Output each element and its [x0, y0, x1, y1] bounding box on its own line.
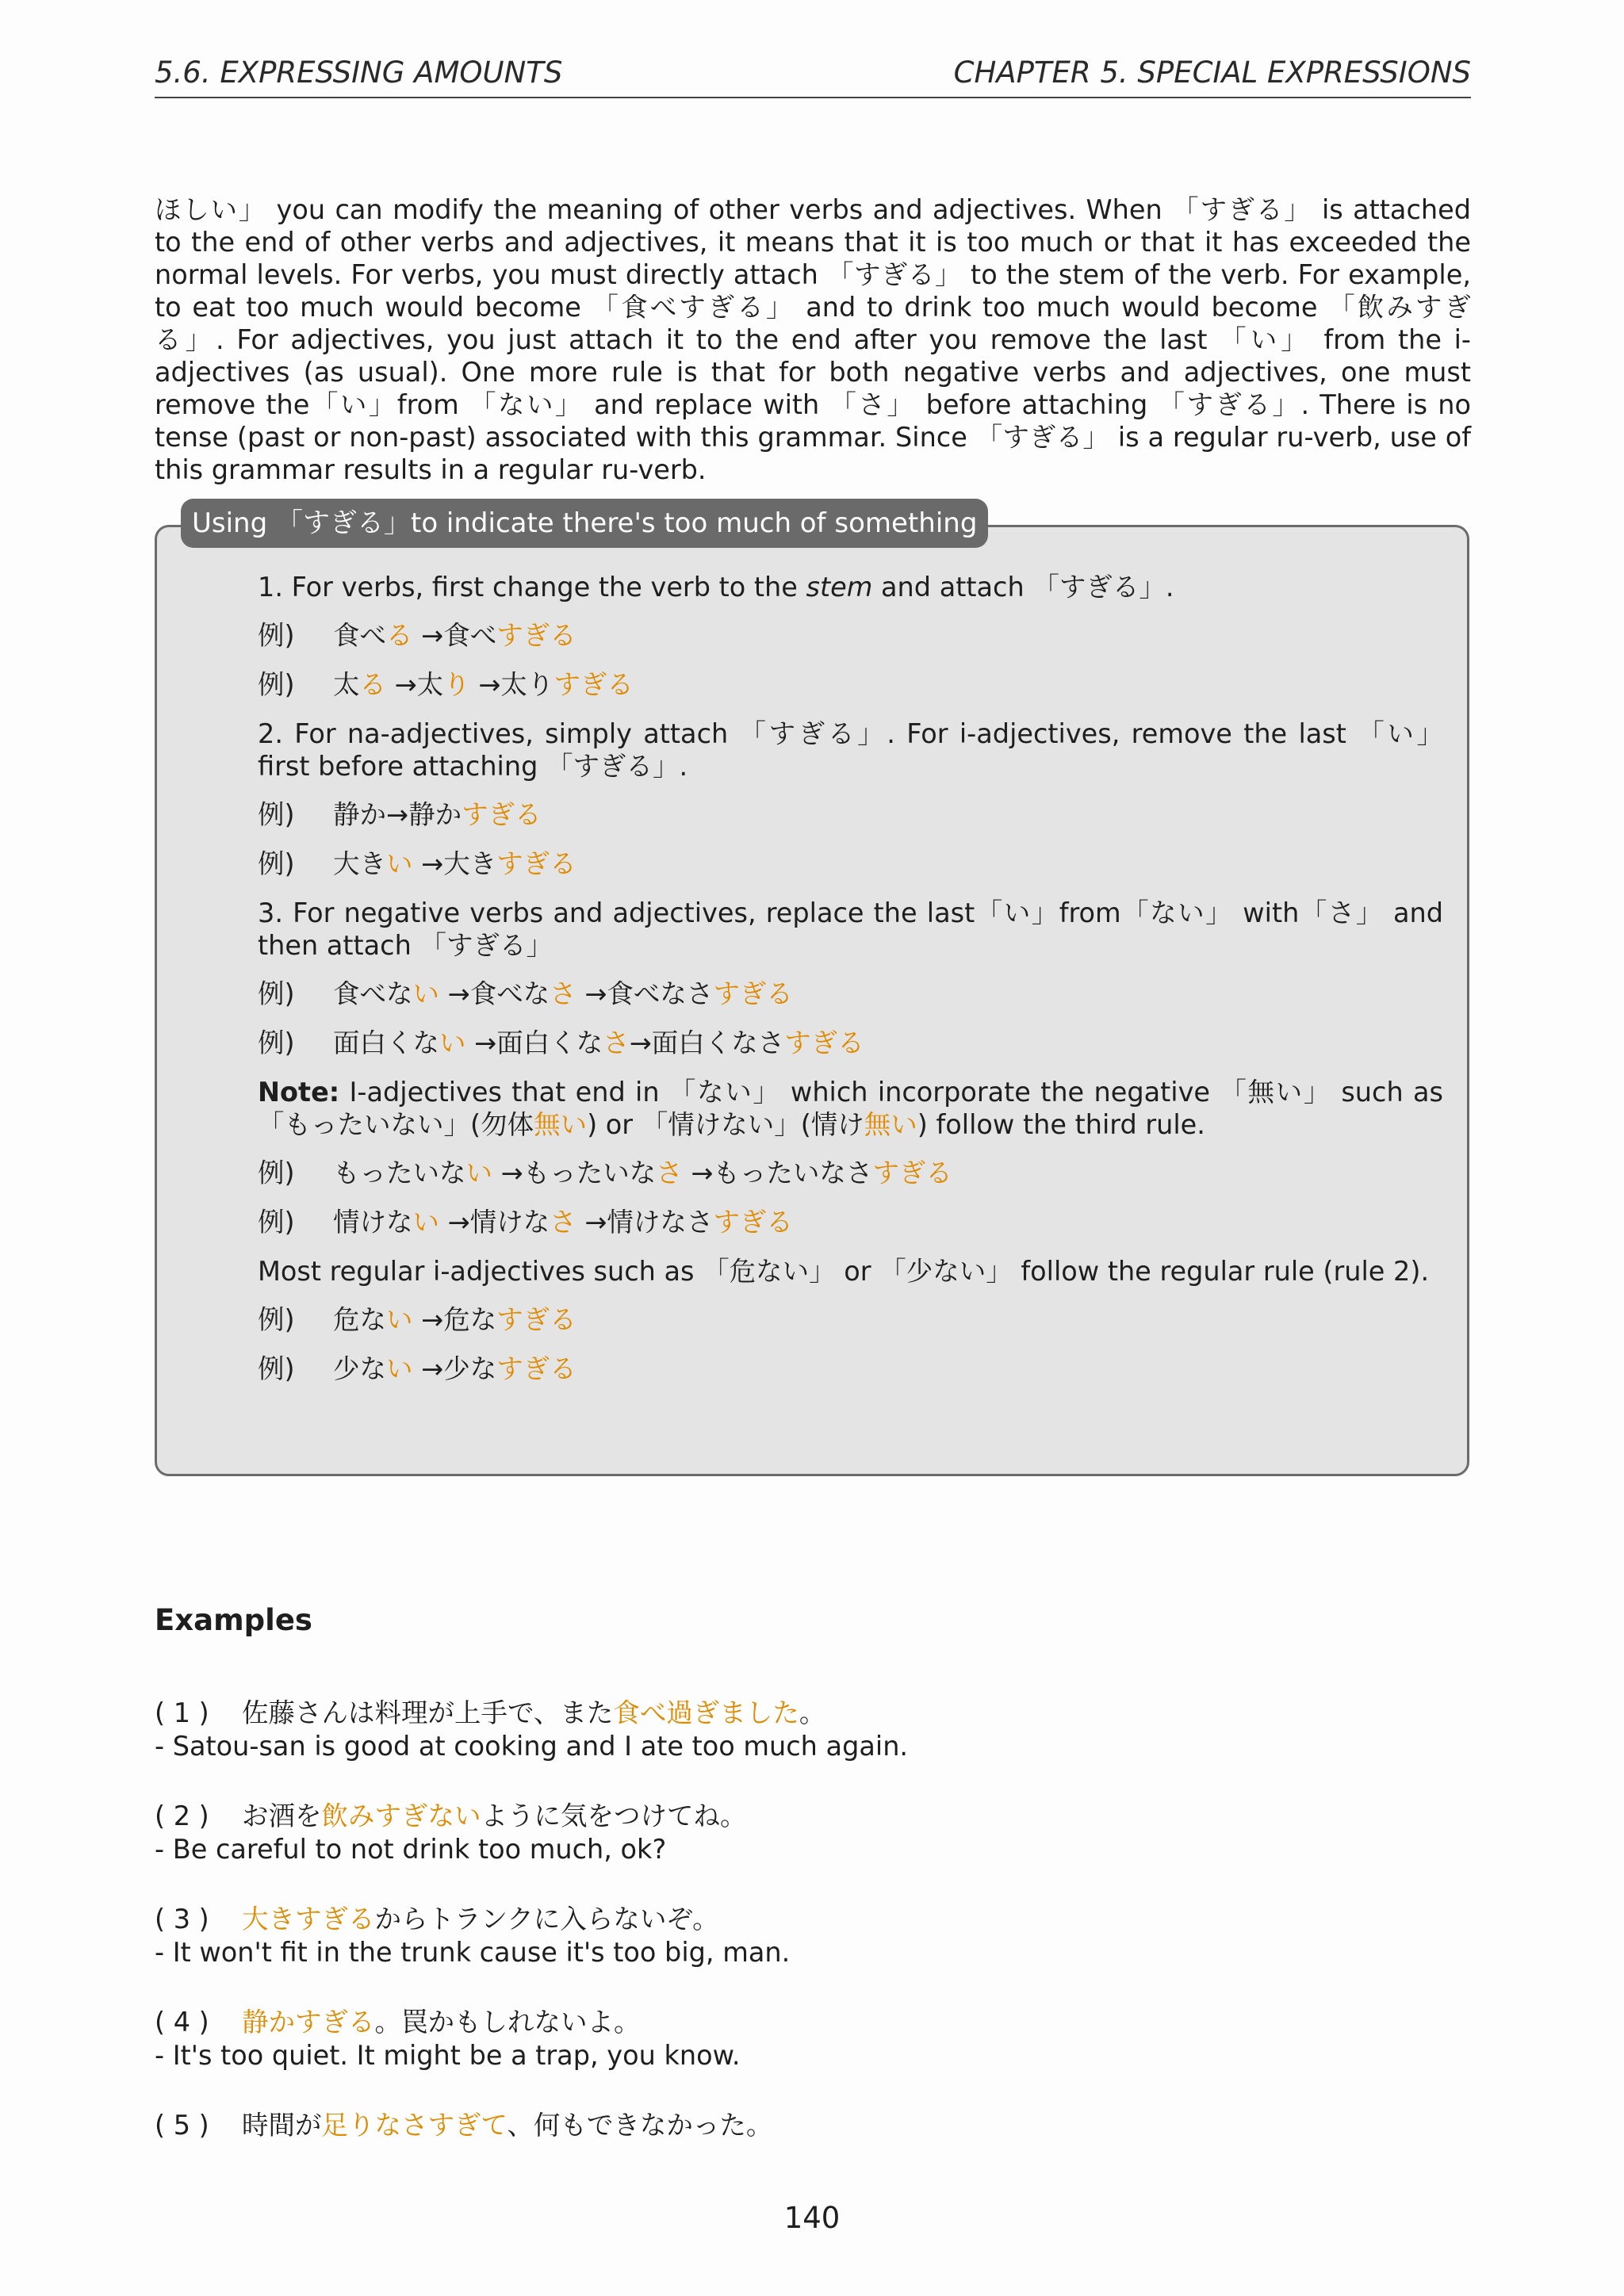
example-translation: - Be careful to not drink too much, ok? [155, 1834, 667, 1865]
example-row: 例) 情けない →情けなさ →情けなさすぎる [258, 1207, 793, 1238]
example-sentence-5: ( 5 ) 時間が足りなさすぎて、何もできなかった。 [155, 2110, 773, 2141]
regular-rule-note: Most regular i-adjectives such as 「危ない」 or 「少ない」 follow the regular rule (rule 2). [258, 1256, 1430, 1287]
example-row: 例) 太る →太り →太りすぎる [258, 669, 634, 700]
rule-1-emphasis: stem [806, 572, 873, 603]
rule-1: 1. For verbs, first change the verb to the stem and attach 「すぎる」. [258, 572, 1174, 603]
example-translation: - Satou-san is good at cooking and I ate too much again. [155, 1731, 909, 1762]
examples-heading: Examples [155, 1603, 312, 1637]
example-row: 例) 面白くない →面白くなさ→面白くなさすぎる [258, 1027, 864, 1058]
example-row: 例) もったいない →もったいなさ →もったいなさすぎる [258, 1158, 952, 1188]
example-row: 例) 少ない →少なすぎる [258, 1353, 576, 1384]
example-translation: - It won't fit in the trunk cause it's too big, man. [155, 1937, 791, 1968]
running-header [155, 52, 1471, 98]
note: Note: I-adjectives that end in 「ない」 which incorporate the negative 「無い」 such as「もったいない」(勿体無い) or 「情けない」(情け無い) follow the third rule. [258, 1077, 1443, 1140]
example-sentence-2: ( 2 ) お酒を飲みすぎないように気をつけてね。 - Be careful to not drink too much, ok? [155, 1800, 1471, 1866]
header-chapter-title: CHAPTER 5. SPECIAL EXPRESSIONS [953, 55, 1471, 90]
grammar-box-title: Using 「すぎる」to indicate there's too much of something [181, 499, 988, 548]
example-row: 例) 食べない →食べなさ →食べなさすぎる [258, 978, 793, 1009]
note-label: Note: [258, 1077, 340, 1108]
example-row: 例) 静か→静かすぎる [258, 799, 542, 830]
example-row: 例) 危ない →危なすぎる [258, 1304, 576, 1335]
example-translation: - It's too quiet. It might be a trap, you know. [155, 2040, 741, 2071]
grammar-box-content [258, 571, 1443, 1394]
example-sentence-1: ( 1 ) 佐藤さんは料理が上手で、また食べ過ぎました。 - Satou-san is good at cooking and I ate too much again. [155, 1697, 1471, 1763]
header-section-title: 5.6. EXPRESSING AMOUNTS [155, 55, 563, 90]
example-sentence-3: ( 3 ) 大きすぎるからトランクに入らないぞ。 - It won't fit in the trunk cause it's too big, man. [155, 1903, 1471, 1969]
page-number: 140 [783, 2201, 841, 2235]
rule-3: 3. For negative verbs and adjectives, replace the last「い」from「ない」 with「さ」 and then attach 「すぎる」 [258, 897, 1443, 961]
example-row: 例) 大きい →大きすぎる [258, 848, 576, 879]
intro-paragraph: ほしい」 you can modify the meaning of other verbs and adjectives. When 「すぎる」 is attached to the end of other verbs and adjectives, it means that it is too much or that it has exceeded the normal levels. For verbs, you must directly attach 「すぎる」 to the stem of the verb. For example, to eat too much would become 「食べすぎる」 and to drink too much would become 「飲みすぎる」. For adjectives, you just attach it to the end after you remove the last 「い」 from the i-adjectives (as usual). One more rule is that for both negative verbs and adjectives, one must remove the「い」from 「ない」 and replace with 「さ」 before attaching 「すぎる」. There is no tense (past or non-past) associated with this grammar. Since 「すぎる」 is a regular ru-verb, use of this grammar results in a regular ru-verb. [155, 193, 1472, 485]
example-sentence-4: ( 4 ) 静かすぎる。罠かもしれないよ。 - It's too quiet. It might be a trap, you know. [155, 2006, 1471, 2072]
rule-2: 2. For na-adjectives, simply attach 「すぎる」. For i-adjectives, remove the last 「い」 first before attaching 「すぎる」. [258, 718, 1443, 782]
example-row: 例) 食べる →食べすぎる [258, 620, 576, 651]
